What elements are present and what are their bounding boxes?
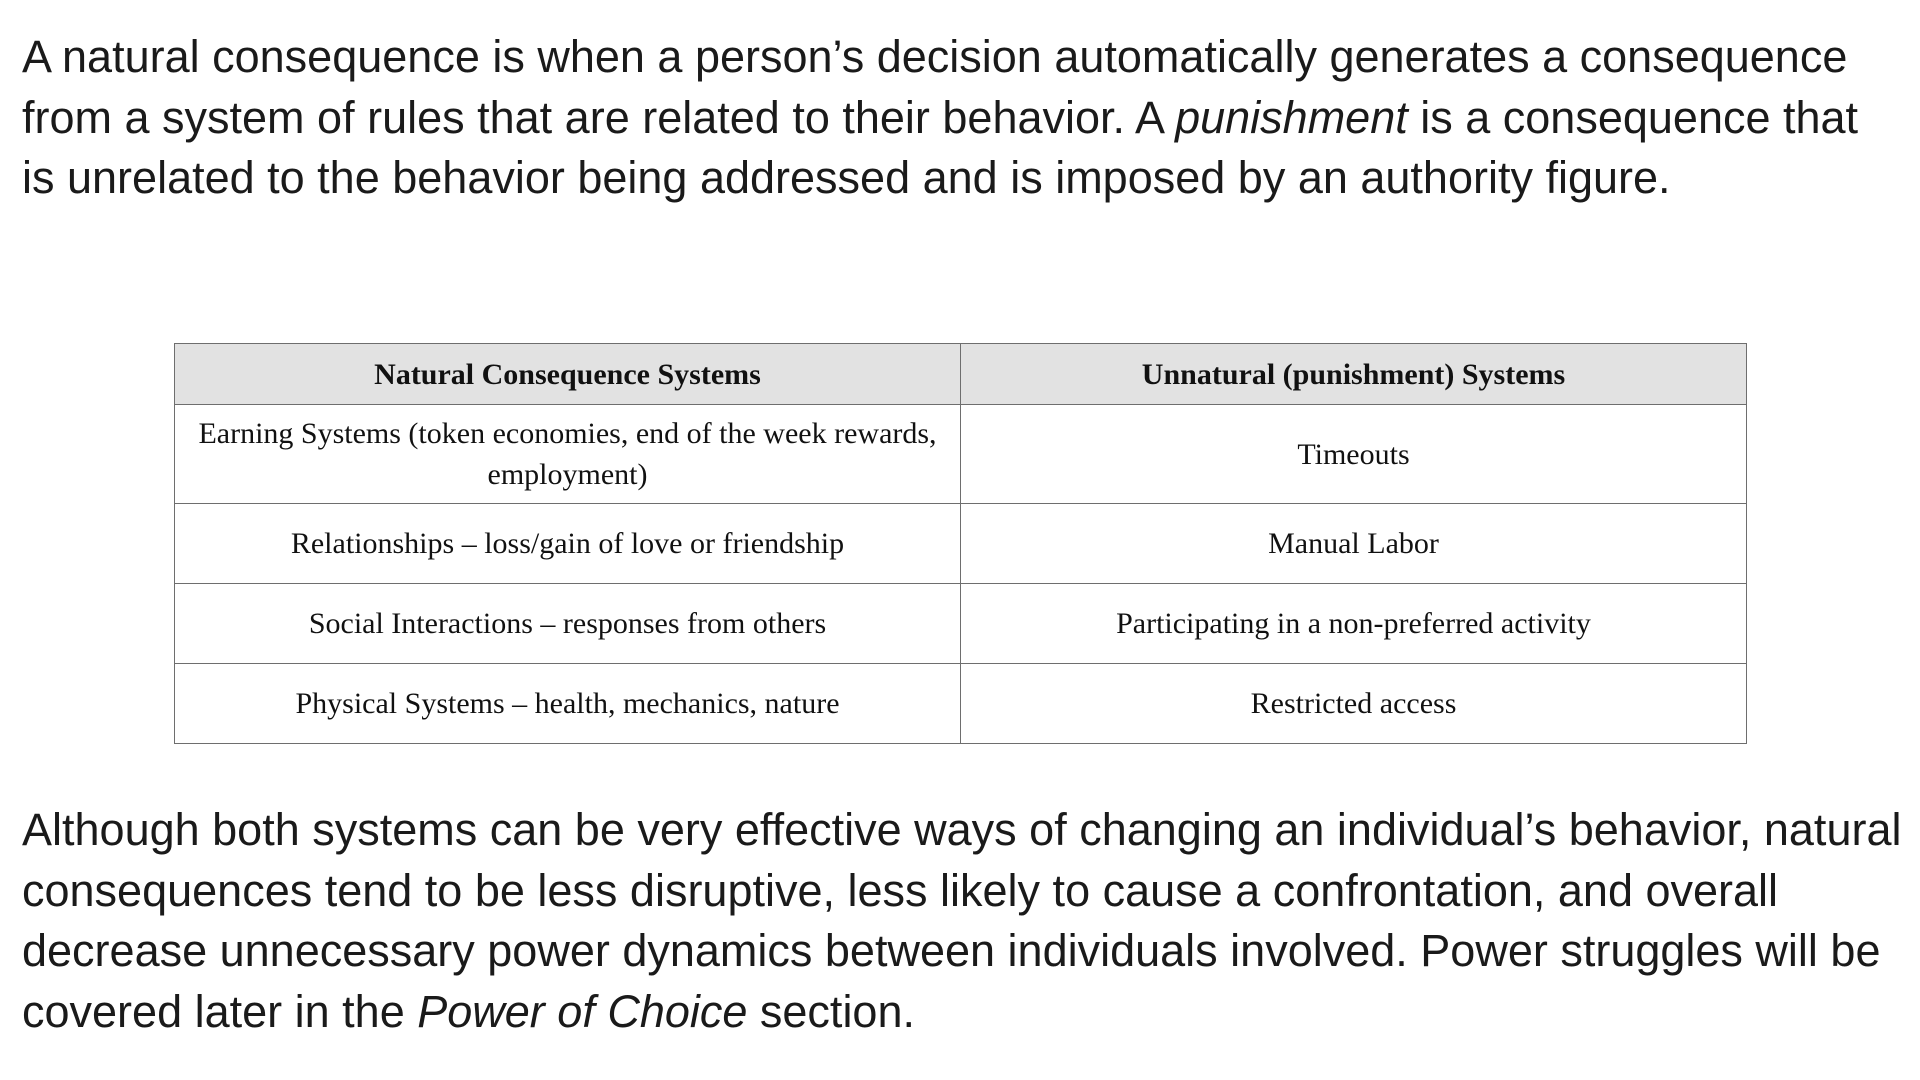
intro-text-part2: is a consequence that is unrelated to the behavior being addressed and is imposed by an authority figure.	[22, 91, 1859, 203]
table-header-row	[175, 344, 1747, 405]
outro-section-name: Power of Choice	[417, 985, 748, 1037]
table-cell-natural: Relationships – loss/gain of love or friendship	[175, 504, 961, 584]
table-cell-natural: Social Interactions – responses from others	[175, 584, 961, 664]
outro-paragraph	[22, 800, 1902, 1042]
table-row	[175, 664, 1747, 744]
table-cell-natural: Physical Systems – health, mechanics, nature	[175, 664, 961, 744]
table-row	[175, 584, 1747, 664]
table-row	[175, 504, 1747, 584]
consequence-systems-table	[174, 343, 1747, 744]
table-cell-natural: Earning Systems (token economies, end of the week rewards, employment)	[175, 405, 961, 504]
outro-text-part1: Although both systems can be very effective ways of changing an individual’s behavior, natural consequences tend to be less disruptive, less likely to cause a confrontation, and overall decrease unnecessary power dynamics between individuals involved. Power struggles will be covered later in the	[22, 804, 1902, 1037]
intro-text-part1: A natural consequence is when a person’s decision automatically generates a consequence from a system of rules that are related to their behavior. A	[22, 31, 1848, 143]
intro-term-punishment: punishment	[1175, 91, 1408, 143]
header-natural-systems: Natural Consequence Systems	[175, 344, 961, 405]
table-cell-unnatural: Timeouts	[961, 405, 1747, 504]
table-cell-unnatural: Manual Labor	[961, 504, 1747, 584]
table-cell-unnatural: Restricted access	[961, 664, 1747, 744]
header-unnatural-systems: Unnatural (punishment) Systems	[961, 344, 1747, 405]
table-row	[175, 405, 1747, 504]
table-cell-unnatural: Participating in a non-preferred activity	[961, 584, 1747, 664]
intro-paragraph	[22, 27, 1902, 209]
outro-text-part2: section.	[747, 985, 915, 1037]
